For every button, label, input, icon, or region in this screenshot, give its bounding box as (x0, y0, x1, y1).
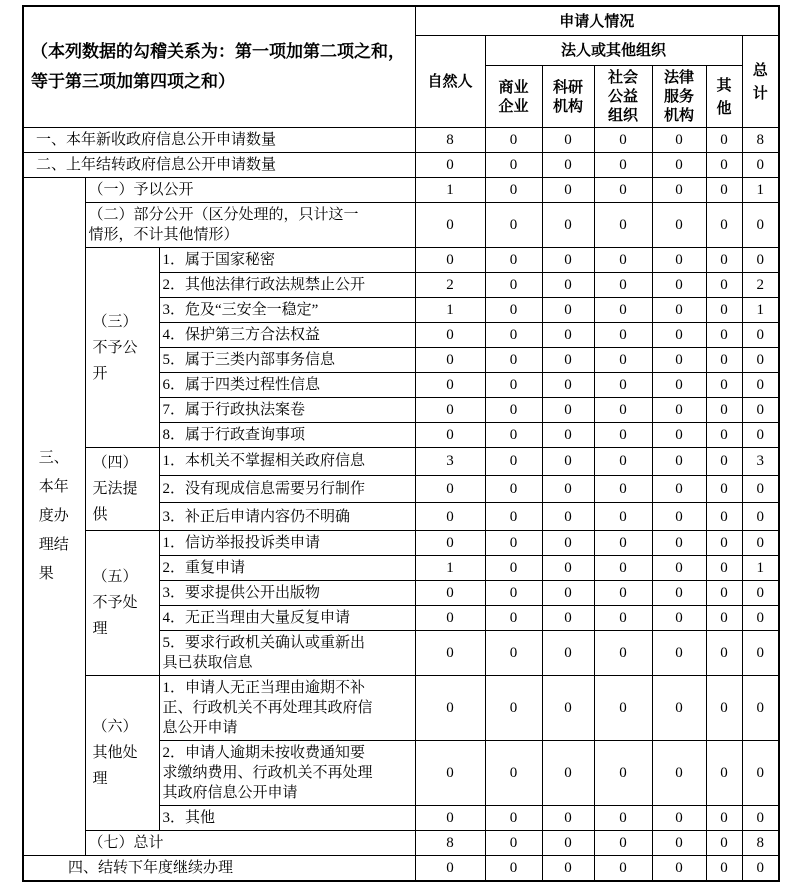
value-cell: 0 (742, 398, 779, 423)
row-next-year-label: 四、结转下年度继续办理 (23, 856, 415, 882)
value-cell: 0 (594, 606, 652, 631)
value-cell: 0 (706, 248, 742, 273)
item-label-text: 2．重复申请 (162, 560, 246, 576)
value-cell: 0 (594, 348, 652, 373)
value-cell: 0 (542, 273, 594, 298)
value-cell: 0 (594, 448, 652, 476)
header-col-social-welfare-org (594, 66, 652, 128)
item-label-text: 8．属于行政查询事项 (162, 427, 306, 443)
value-cell: 0 (706, 556, 742, 581)
item-label (159, 631, 415, 676)
value-cell: 0 (415, 741, 485, 806)
value-cell: 0 (542, 128, 594, 153)
value-cell: 2 (415, 273, 485, 298)
value-cell: 0 (594, 153, 652, 178)
disclosure-report-table (22, 5, 780, 882)
row-new-applications (23, 128, 779, 153)
value-cell: 0 (485, 248, 542, 273)
item-label (159, 273, 415, 298)
header-col-commercial-label: 商业企业 (498, 78, 529, 115)
section-3-item-row (23, 248, 779, 273)
item-label (159, 581, 415, 606)
value-cell: 0 (652, 606, 706, 631)
value-cell: 0 (415, 475, 485, 503)
value-cell: 0 (415, 203, 485, 248)
value-cell: 0 (415, 806, 485, 831)
value-cell: 0 (594, 556, 652, 581)
value-cell: 0 (652, 448, 706, 476)
value-cell: 0 (594, 273, 652, 298)
value-cell: 0 (706, 203, 742, 248)
value-cell: 0 (542, 153, 594, 178)
value-cell: 0 (742, 248, 779, 273)
item-label (159, 423, 415, 448)
value-cell: 0 (706, 153, 742, 178)
value-cell: 0 (652, 203, 706, 248)
value-cell: 1 (415, 298, 485, 323)
header-col-research-institution (542, 66, 594, 128)
value-cell: 0 (652, 423, 706, 448)
header-applicant-situation: 申请人情况 (415, 6, 779, 36)
value-cell: 0 (542, 203, 594, 248)
value-cell: 0 (706, 178, 742, 203)
value-cell: 0 (742, 581, 779, 606)
value-cell: 0 (542, 323, 594, 348)
value-cell: 0 (594, 373, 652, 398)
value-cell: 0 (485, 423, 542, 448)
value-cell: 0 (415, 153, 485, 178)
item-label-text: 2．没有现成信息需要另行制作 (162, 480, 366, 497)
value-cell: 0 (652, 298, 706, 323)
checksum-note: （本列数据的勾稽关系为：第一项加第二项之和，等于第三项加第四项之和） (23, 6, 415, 128)
item-label-text: 5．属于三类内部事务信息 (162, 352, 336, 368)
value-cell: 0 (542, 806, 594, 831)
item-label-text: 7．属于行政执法案卷 (162, 402, 306, 418)
value-cell: 0 (542, 741, 594, 806)
value-cell: 0 (706, 856, 742, 882)
value-cell: 0 (652, 178, 706, 203)
value-cell: 0 (706, 298, 742, 323)
value-cell: 0 (415, 503, 485, 531)
value-cell: 0 (652, 631, 706, 676)
section-6-label (85, 676, 159, 831)
value-cell: 1 (742, 556, 779, 581)
value-cell: 0 (485, 503, 542, 531)
value-cell: 0 (652, 153, 706, 178)
value-cell: 0 (742, 423, 779, 448)
value-cell: 0 (652, 503, 706, 531)
value-cell: 0 (594, 741, 652, 806)
value-cell: 0 (485, 323, 542, 348)
value-cell: 0 (594, 178, 652, 203)
value-cell: 0 (742, 806, 779, 831)
value-cell: 0 (485, 856, 542, 882)
item-label-text: 3．其他 (162, 810, 216, 826)
value-cell: 0 (542, 581, 594, 606)
value-cell: 0 (415, 606, 485, 631)
value-cell: 0 (485, 581, 542, 606)
value-cell: 0 (706, 581, 742, 606)
value-cell: 0 (706, 503, 742, 531)
row-next-year (23, 856, 779, 882)
header-col-other-label: 其他 (716, 76, 732, 117)
value-cell: 0 (542, 676, 594, 741)
value-cell: 0 (594, 806, 652, 831)
value-cell: 0 (415, 348, 485, 373)
value-cell: 0 (542, 423, 594, 448)
value-cell: 0 (706, 631, 742, 676)
value-cell: 0 (652, 273, 706, 298)
annual-results-label-text: 三、本年度办理结果 (38, 450, 69, 582)
value-cell: 0 (594, 323, 652, 348)
value-cell: 0 (652, 475, 706, 503)
item-label (159, 475, 415, 503)
value-cell: 0 (542, 448, 594, 476)
value-cell: 0 (742, 475, 779, 503)
item-label (159, 531, 415, 556)
item-label (159, 503, 415, 531)
value-cell: 0 (706, 741, 742, 806)
value-cell: 0 (594, 676, 652, 741)
value-cell: 0 (415, 676, 485, 741)
value-cell: 0 (594, 831, 652, 856)
value-cell: 0 (485, 631, 542, 676)
item-label-text: 3．要求提供公开出版物 (162, 585, 321, 601)
value-cell: 0 (742, 676, 779, 741)
item-label-text: 1．本机关不掌握相关政府信息 (162, 453, 366, 470)
value-cell: 0 (652, 831, 706, 856)
value-cell: 0 (415, 323, 485, 348)
value-cell: 0 (742, 153, 779, 178)
item-label-text: 2．申请人逾期未按收费通知要求缴纳费用、行政机关不再处理其政府信息公开申请 (162, 745, 373, 801)
header-natural-person: 自然人 (415, 36, 485, 128)
value-cell: 0 (542, 398, 594, 423)
value-cell: 0 (594, 298, 652, 323)
header-col-research-label: 科研机构 (553, 78, 584, 115)
item-label-text: 4．无正当理由大量反复申请 (162, 610, 351, 626)
item-label-text: 2．其他法律行政法规禁止公开 (162, 277, 366, 293)
value-cell: 0 (594, 531, 652, 556)
value-cell: 2 (742, 273, 779, 298)
value-cell: 0 (652, 581, 706, 606)
value-cell: 3 (742, 448, 779, 476)
section-2-label (85, 203, 415, 248)
value-cell: 0 (485, 448, 542, 476)
value-cell: 0 (415, 423, 485, 448)
value-cell: 0 (706, 423, 742, 448)
value-cell: 0 (706, 448, 742, 476)
value-cell: 0 (652, 856, 706, 882)
value-cell: 0 (652, 323, 706, 348)
value-cell: 0 (485, 556, 542, 581)
header-legal-or-other-org: 法人或其他组织 (485, 36, 742, 66)
value-cell: 0 (485, 153, 542, 178)
value-cell: 0 (706, 373, 742, 398)
value-cell: 0 (485, 606, 542, 631)
value-cell: 0 (485, 741, 542, 806)
value-cell: 0 (594, 203, 652, 248)
value-cell: 0 (485, 373, 542, 398)
value-cell: 0 (706, 531, 742, 556)
value-cell: 0 (542, 856, 594, 882)
value-cell: 0 (706, 128, 742, 153)
value-cell: 0 (542, 531, 594, 556)
value-cell: 0 (652, 531, 706, 556)
value-cell: 0 (415, 581, 485, 606)
value-cell: 8 (415, 831, 485, 856)
value-cell: 0 (742, 323, 779, 348)
value-cell: 0 (594, 423, 652, 448)
value-cell: 0 (706, 606, 742, 631)
value-cell: 0 (594, 398, 652, 423)
value-cell: 3 (415, 448, 485, 476)
header-total (742, 36, 779, 128)
section-5-item-row (23, 531, 779, 556)
value-cell: 0 (542, 631, 594, 676)
value-cell: 0 (742, 373, 779, 398)
value-cell: 0 (652, 248, 706, 273)
value-cell: 0 (742, 203, 779, 248)
item-label (159, 741, 415, 806)
section-1-row (23, 178, 779, 203)
table-body (23, 128, 779, 882)
item-label (159, 806, 415, 831)
value-cell: 0 (485, 273, 542, 298)
item-label-text: 4．保护第三方合法权益 (162, 327, 321, 343)
value-cell: 0 (485, 203, 542, 248)
value-cell: 0 (415, 631, 485, 676)
value-cell: 0 (485, 676, 542, 741)
value-cell: 1 (415, 556, 485, 581)
value-cell: 0 (594, 503, 652, 531)
value-cell: 0 (542, 348, 594, 373)
value-cell: 0 (485, 531, 542, 556)
header-total-label: 总计 (752, 61, 768, 102)
row-carried-over-label: 二、上年结转政府信息公开申请数量 (23, 153, 415, 178)
item-label-text: 1．信访举报投诉类申请 (162, 535, 321, 551)
section-2-row (23, 203, 779, 248)
value-cell: 8 (742, 831, 779, 856)
value-cell: 0 (485, 348, 542, 373)
value-cell: 0 (594, 128, 652, 153)
value-cell: 0 (485, 831, 542, 856)
table-header (23, 6, 779, 128)
item-label (159, 323, 415, 348)
section-7-label: （七）总计 (85, 831, 415, 856)
value-cell: 1 (742, 178, 779, 203)
section-5-label (85, 531, 159, 676)
value-cell: 1 (415, 178, 485, 203)
value-cell: 8 (742, 128, 779, 153)
item-label (159, 676, 415, 741)
item-label (159, 448, 415, 476)
value-cell: 0 (742, 531, 779, 556)
value-cell: 0 (594, 631, 652, 676)
item-label-text: 1．申请人无正当理由逾期不补正、行政机关不再处理其政府信息公开申请 (162, 680, 373, 736)
value-cell: 0 (542, 556, 594, 581)
value-cell: 0 (652, 398, 706, 423)
item-label-text: 3．补正后申请内容仍不明确 (162, 508, 351, 525)
value-cell: 0 (542, 606, 594, 631)
value-cell: 1 (742, 298, 779, 323)
item-label-text: 3．危及“三安全一稳定” (162, 302, 319, 318)
value-cell: 0 (542, 373, 594, 398)
item-label (159, 398, 415, 423)
page (0, 5, 805, 876)
item-label-text: 5．要求行政机关确认或重新出具已获取信息 (162, 635, 366, 671)
header-col-social-label: 社会公益组织 (608, 69, 639, 124)
item-label-text: 6．属于四类过程性信息 (162, 377, 321, 393)
row-new-applications-label: 一、本年新收政府信息公开申请数量 (23, 128, 415, 153)
value-cell: 0 (706, 475, 742, 503)
value-cell: 0 (742, 348, 779, 373)
value-cell: 0 (742, 856, 779, 882)
header-col-legal-service-org (652, 66, 706, 128)
value-cell: 0 (415, 856, 485, 882)
item-label (159, 248, 415, 273)
item-label (159, 373, 415, 398)
item-label (159, 348, 415, 373)
value-cell: 0 (594, 581, 652, 606)
value-cell: 0 (594, 248, 652, 273)
value-cell: 0 (742, 741, 779, 806)
item-label (159, 606, 415, 631)
item-label-text: 1．属于国家秘密 (162, 252, 276, 268)
section-3-label (85, 248, 159, 448)
row-carried-over (23, 153, 779, 178)
value-cell: 0 (652, 348, 706, 373)
value-cell: 0 (706, 806, 742, 831)
value-cell: 0 (542, 475, 594, 503)
value-cell: 0 (652, 741, 706, 806)
annual-results-label (23, 178, 85, 856)
value-cell: 0 (652, 128, 706, 153)
section-4-label (85, 448, 159, 531)
value-cell: 0 (742, 606, 779, 631)
section-3-label-text: （三）不予公开 (92, 313, 138, 382)
section-4-label-text: （四）无法提供 (92, 455, 138, 523)
value-cell: 0 (485, 178, 542, 203)
item-label (159, 556, 415, 581)
value-cell: 0 (594, 856, 652, 882)
header-col-commercial-enterprise (485, 66, 542, 128)
value-cell: 0 (542, 178, 594, 203)
value-cell: 0 (742, 631, 779, 676)
section-4-item-row (23, 448, 779, 476)
section-2-label-text: （二）部分公开（区分处理的，只计这一情形，不计其他情形） (88, 207, 359, 243)
value-cell: 0 (415, 398, 485, 423)
value-cell: 0 (485, 806, 542, 831)
value-cell: 0 (652, 676, 706, 741)
value-cell: 0 (706, 348, 742, 373)
value-cell: 0 (706, 273, 742, 298)
value-cell: 0 (415, 248, 485, 273)
value-cell: 0 (542, 248, 594, 273)
value-cell: 0 (485, 398, 542, 423)
value-cell: 0 (485, 475, 542, 503)
value-cell: 0 (542, 298, 594, 323)
section-1-label: （一）予以公开 (85, 178, 415, 203)
value-cell: 0 (652, 373, 706, 398)
value-cell: 0 (652, 806, 706, 831)
section-6-item-row (23, 676, 779, 741)
section-6-label-text: （六）其他处理 (92, 719, 138, 787)
header-row-1 (23, 6, 779, 36)
value-cell: 0 (706, 323, 742, 348)
value-cell: 0 (415, 531, 485, 556)
value-cell: 0 (485, 298, 542, 323)
value-cell: 0 (485, 128, 542, 153)
value-cell: 0 (652, 556, 706, 581)
section-7-row (23, 831, 779, 856)
value-cell: 0 (542, 503, 594, 531)
value-cell: 0 (415, 373, 485, 398)
value-cell: 0 (706, 398, 742, 423)
value-cell: 0 (742, 503, 779, 531)
header-col-legal-service-label: 法律服务机构 (664, 69, 695, 124)
item-label (159, 298, 415, 323)
section-5-label-text: （五）不予处理 (92, 569, 138, 637)
value-cell: 8 (415, 128, 485, 153)
value-cell: 0 (542, 831, 594, 856)
value-cell: 0 (706, 831, 742, 856)
value-cell: 0 (594, 475, 652, 503)
value-cell: 0 (706, 676, 742, 741)
header-col-other (706, 66, 742, 128)
